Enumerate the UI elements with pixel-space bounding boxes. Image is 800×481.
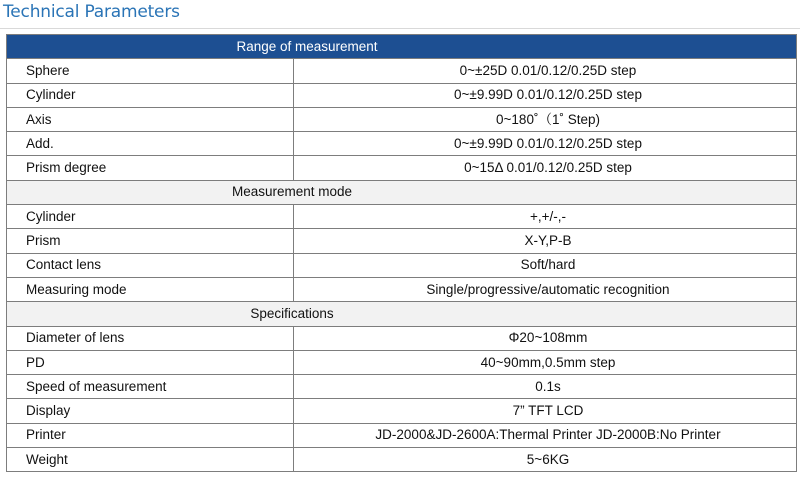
param-name: Prism [7,229,294,253]
table-row [7,156,797,180]
param-value: 0~15Δ 0.01/0.12/0.25D step [294,156,797,180]
table-row [7,399,797,423]
param-value: 40~90mm,0.5mm step [294,350,797,374]
section-title: Specifications [250,305,334,321]
section-header-specifications [7,302,797,326]
table-row [7,83,797,107]
param-name: Cylinder [7,205,294,229]
section-header-range [7,35,797,59]
table-row [7,229,797,253]
param-name: Measuring mode [7,277,294,301]
table-row [7,448,797,472]
param-name: Add. [7,132,294,156]
param-name: Weight [7,448,294,472]
param-name: Contact lens [7,253,294,277]
table-row [7,253,797,277]
param-name: Display [7,399,294,423]
param-name: PD [7,350,294,374]
table-row [7,205,797,229]
section-header-measurement-mode [7,180,797,204]
param-name: Sphere [7,59,294,83]
param-value: X-Y,P-B [294,229,797,253]
param-name: Diameter of lens [7,326,294,350]
param-name: Axis [7,107,294,131]
param-value: Single/progressive/automatic recognition [294,277,797,301]
table-row [7,59,797,83]
param-value: 0.1s [294,375,797,399]
param-name: Speed of measurement [7,375,294,399]
param-value: JD-2000&JD-2600A:Thermal Printer JD-2000B:No Printer [294,423,797,447]
param-value: 0~180˚（1˚ Step) [294,107,797,131]
table-row [7,107,797,131]
param-value: Φ20~108mm [294,326,797,350]
title-divider [0,28,800,29]
page-title: Technical Parameters [3,2,180,22]
param-value: Soft/hard [294,253,797,277]
table-row [7,350,797,374]
table-row [7,326,797,350]
param-value: 0~±9.99D 0.01/0.12/0.25D step [294,132,797,156]
technical-parameters-table [6,34,797,472]
table-row [7,277,797,301]
param-value: 0~±9.99D 0.01/0.12/0.25D step [294,83,797,107]
param-name: Cylinder [7,83,294,107]
section-title: Measurement mode [231,184,353,200]
param-value: 0~±25D 0.01/0.12/0.25D step [294,59,797,83]
table-row [7,132,797,156]
param-value: 5~6KG [294,448,797,472]
section-title: Range of measurement [236,38,378,54]
table-row [7,423,797,447]
param-name: Prism degree [7,156,294,180]
table-row [7,375,797,399]
param-value: 7” TFT LCD [294,399,797,423]
param-name: Printer [7,423,294,447]
param-value: +,+/-,- [294,205,797,229]
